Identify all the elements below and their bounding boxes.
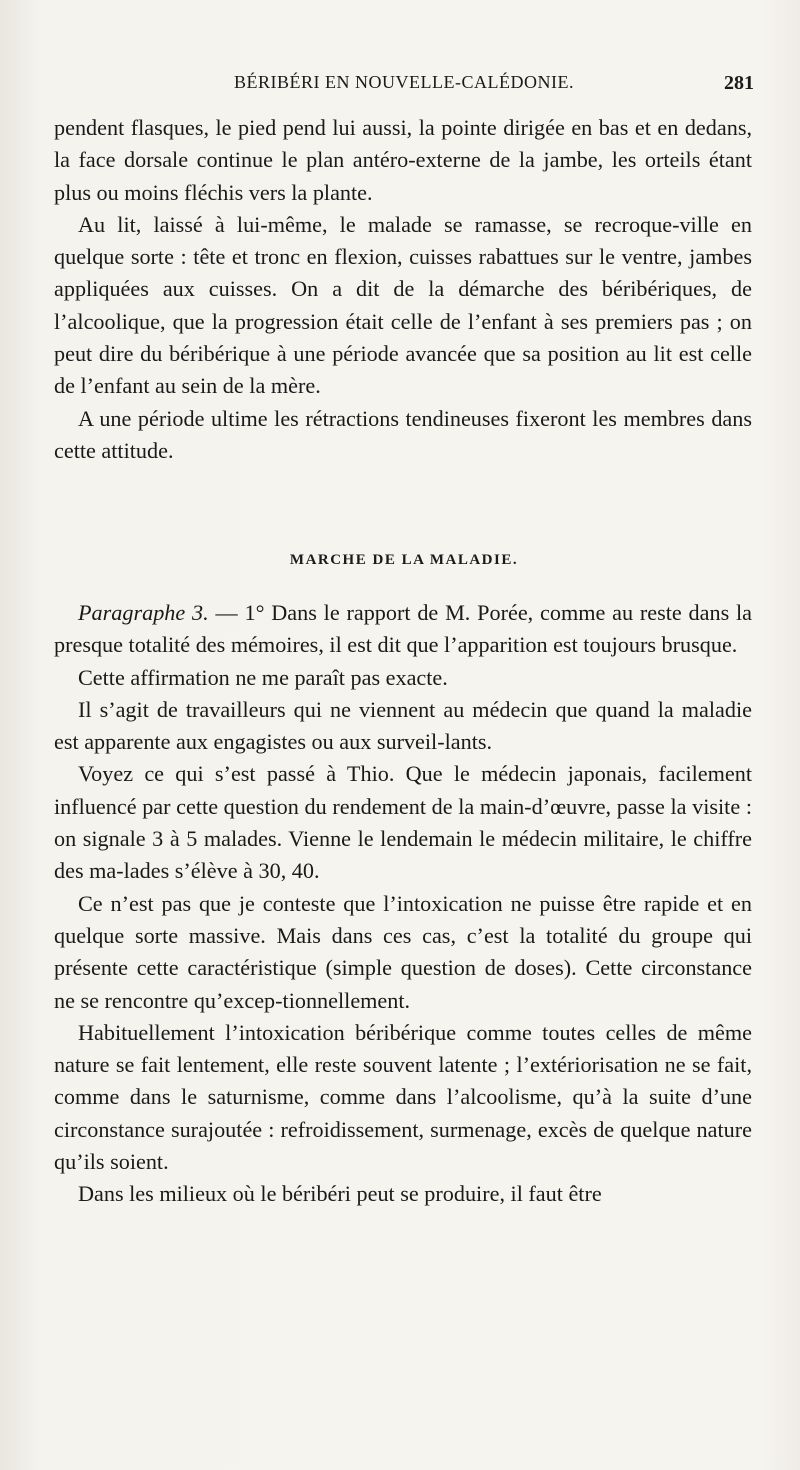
running-head: BÉRIBÉRI EN NOUVELLE-CALÉDONIE. — [234, 72, 574, 92]
paragraph: pendent flasques, le pied pend lui aussi, la pointe dirigée en bas et en dedans, la face dorsale continue le plan antéro-externe de la jambe, les orteils étant plus ou moins fléchis vers la plante. — [54, 115, 752, 205]
paragraph: Voyez ce qui s’est passé à Thio. Que le médecin japonais, facilement influencé par cette question du rendement de la main-d’œuvre, passe la visite : on signale 3 à 5 malades. Vienne le lendemain le médecin militaire, le chiffre des ma-lades s’élève à 30, 40. — [54, 761, 752, 884]
page-number: 281 — [724, 72, 754, 94]
section-heading: MARCHE DE LA MALADIE. — [289, 552, 519, 568]
paragraph: A une période ultime les rétractions tendineuses fixeront les membres dans cette attitude. — [54, 405, 752, 463]
paragraph: Cette affirmation ne me paraît pas exacte. — [78, 664, 448, 690]
body-text-bottom — [54, 597, 752, 1211]
paragraph: Dans les milieux où le béribéri peut se produire, il faut être — [78, 1181, 602, 1207]
page-header — [54, 66, 754, 100]
paragraph — [54, 597, 752, 662]
paragraph-label: Paragraphe 3. — [78, 600, 209, 625]
body-text-top — [54, 112, 752, 467]
paragraph: Ce n’est pas que je conteste que l’intoxication ne puisse être rapide et en quelque sorte massive. Mais dans ces cas, c’est la totalité du groupe qui présente cette caractéristique (simple question de doses). Cette circonstance ne se rencontre qu’excep-tionnellement. — [54, 890, 752, 1013]
paragraph: Habituellement l’intoxication béribérique comme toutes celles de même nature se fait lentement, elle reste souvent latente ; l’extériorisation ne se fait, comme dans le saturnisme, comme dans l’alcoolisme, qu’à la suite d’une circonstance surajoutée : refroidissement, surmenage, excès de quelque nature qu’ils soient. — [54, 1019, 752, 1175]
paragraph: Au lit, laissé à lui-même, le malade se ramasse, se recroque-ville en quelque sorte : tête et tronc en flexion, cuisses rabattues sur le ventre, jambes appliquées aux cuisses. On a dit de la démarche des béribériques, de l’alcoolique, que la progression était celle de l’enfant à ses premiers pas ; on peut dire du béribérique à une période avancée que sa position au lit est celle de l’enfant au sein de la mère. — [54, 211, 752, 399]
paragraph: Il s’agit de travailleurs qui ne viennent au médecin que quand la maladie est apparente aux engagistes ou aux surveil-lants. — [54, 696, 752, 755]
paragraph-text: — 1° Dans le rapport de M. Porée, comme au reste dans la presque totalité des mémoires, il est dit que l’apparition est toujours brusque. — [54, 600, 753, 658]
